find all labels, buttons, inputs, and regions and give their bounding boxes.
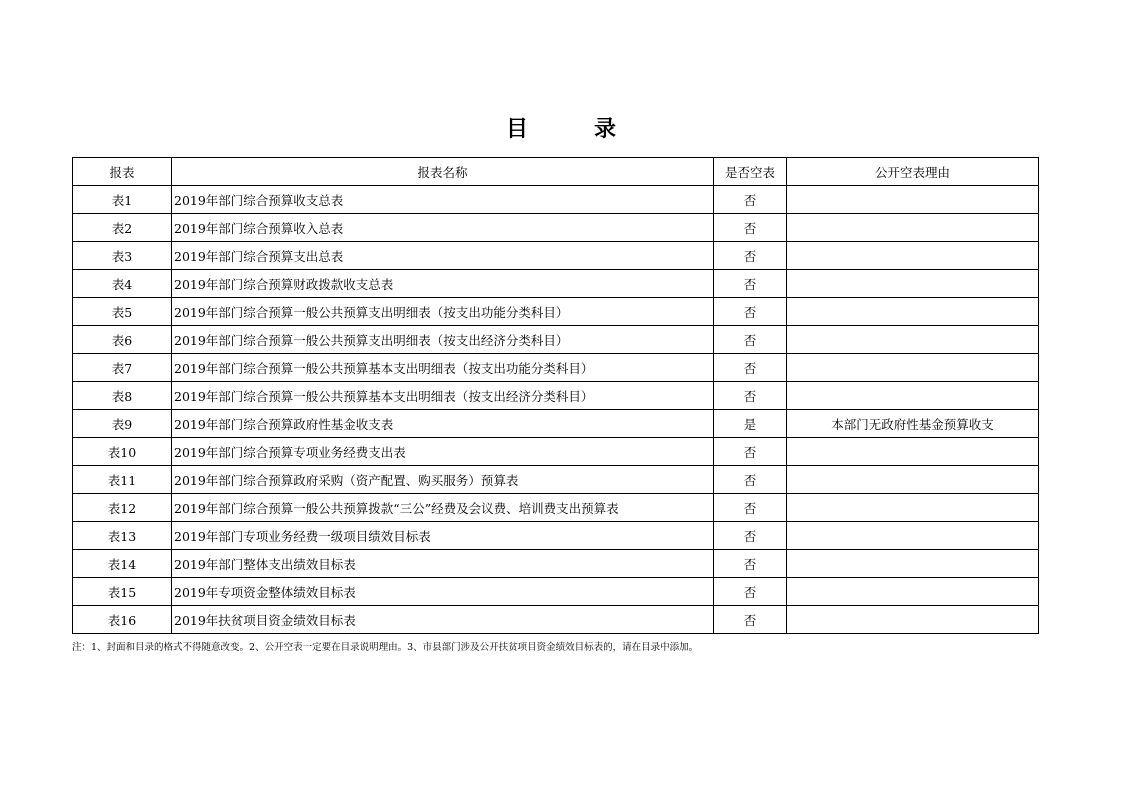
table-row <box>73 550 1039 578</box>
report-name-cell: 2019年部门综合预算财政拨款收支总表 <box>172 270 714 298</box>
empty-reason-cell <box>787 578 1039 606</box>
table-row <box>73 326 1039 354</box>
is-empty-cell: 是 <box>714 410 787 438</box>
report-name-cell: 2019年部门综合预算一般公共预算基本支出明细表（按支出功能分类科目） <box>172 354 714 382</box>
is-empty-cell: 否 <box>714 466 787 494</box>
table-row <box>73 522 1039 550</box>
is-empty-cell: 否 <box>714 438 787 466</box>
report-name-cell: 2019年部门综合预算政府性基金收支表 <box>172 410 714 438</box>
report-name-cell: 2019年部门专项业务经费一级项目绩效目标表 <box>172 522 714 550</box>
table-row <box>73 298 1039 326</box>
is-empty-cell: 否 <box>714 550 787 578</box>
report-no-cell: 表12 <box>73 494 172 522</box>
header-report-name: 报表名称 <box>172 158 714 186</box>
table-row <box>73 214 1039 242</box>
report-name-cell: 2019年部门综合预算一般公共预算支出明细表（按支出功能分类科目） <box>172 298 714 326</box>
header-empty-reason: 公开空表理由 <box>787 158 1039 186</box>
report-no-cell: 表3 <box>73 242 172 270</box>
report-no-cell: 表7 <box>73 354 172 382</box>
is-empty-cell: 否 <box>714 354 787 382</box>
report-no-cell: 表9 <box>73 410 172 438</box>
report-no-cell: 表8 <box>73 382 172 410</box>
table-body <box>73 186 1039 634</box>
table-row <box>73 242 1039 270</box>
header-is-empty: 是否空表 <box>714 158 787 186</box>
is-empty-cell: 否 <box>714 242 787 270</box>
header-report-no: 报表 <box>73 158 172 186</box>
is-empty-cell: 否 <box>714 326 787 354</box>
table-row <box>73 186 1039 214</box>
report-name-cell: 2019年部门综合预算政府采购（资产配置、购买服务）预算表 <box>172 466 714 494</box>
report-name-cell: 2019年部门综合预算支出总表 <box>172 242 714 270</box>
report-name-cell: 2019年部门综合预算一般公共预算基本支出明细表（按支出经济分类科目） <box>172 382 714 410</box>
is-empty-cell: 否 <box>714 494 787 522</box>
report-name-cell: 2019年部门综合预算一般公共预算拨款“三公”经费及会议费、培训费支出预算表 <box>172 494 714 522</box>
table-row <box>73 578 1039 606</box>
report-name-cell: 2019年部门综合预算专项业务经费支出表 <box>172 438 714 466</box>
report-name-cell: 2019年部门综合预算一般公共预算支出明细表（按支出经济分类科目） <box>172 326 714 354</box>
table-header-row <box>73 158 1039 186</box>
table-row <box>73 410 1039 438</box>
empty-reason-cell <box>787 354 1039 382</box>
is-empty-cell: 否 <box>714 270 787 298</box>
empty-reason-cell <box>787 522 1039 550</box>
table-row <box>73 382 1039 410</box>
is-empty-cell: 否 <box>714 186 787 214</box>
table-row <box>73 438 1039 466</box>
empty-reason-cell <box>787 326 1039 354</box>
is-empty-cell: 否 <box>714 606 787 634</box>
empty-reason-cell <box>787 270 1039 298</box>
report-name-cell: 2019年扶贫项目资金绩效目标表 <box>172 606 714 634</box>
table-row <box>73 354 1039 382</box>
empty-reason-cell <box>787 186 1039 214</box>
report-name-cell: 2019年部门整体支出绩效目标表 <box>172 550 714 578</box>
is-empty-cell: 否 <box>714 214 787 242</box>
empty-reason-cell <box>787 382 1039 410</box>
is-empty-cell: 否 <box>714 522 787 550</box>
empty-reason-cell <box>787 214 1039 242</box>
is-empty-cell: 否 <box>714 298 787 326</box>
table-row <box>73 606 1039 634</box>
report-no-cell: 表13 <box>73 522 172 550</box>
footnote: 注：1、封面和目录的格式不得随意改变。2、公开空表一定要在目录说明理由。3、市县部门涉及公开扶贫项目资金绩效目标表的，请在目录中添加。 <box>72 642 699 653</box>
empty-reason-cell <box>787 550 1039 578</box>
empty-reason-cell <box>787 298 1039 326</box>
report-no-cell: 表5 <box>73 298 172 326</box>
is-empty-cell: 否 <box>714 382 787 410</box>
report-no-cell: 表6 <box>73 326 172 354</box>
report-no-cell: 表1 <box>73 186 172 214</box>
report-no-cell: 表10 <box>73 438 172 466</box>
report-no-cell: 表14 <box>73 550 172 578</box>
report-no-cell: 表2 <box>73 214 172 242</box>
report-name-cell: 2019年部门综合预算收支总表 <box>172 186 714 214</box>
report-no-cell: 表16 <box>73 606 172 634</box>
table-row <box>73 466 1039 494</box>
empty-reason-cell <box>787 242 1039 270</box>
report-no-cell: 表11 <box>73 466 172 494</box>
is-empty-cell: 否 <box>714 578 787 606</box>
report-name-cell: 2019年专项资金整体绩效目标表 <box>172 578 714 606</box>
empty-reason-cell <box>787 466 1039 494</box>
table-row <box>73 494 1039 522</box>
empty-reason-cell <box>787 438 1039 466</box>
empty-reason-cell <box>787 606 1039 634</box>
table-row <box>73 270 1039 298</box>
report-no-cell: 表4 <box>73 270 172 298</box>
empty-reason-cell <box>787 494 1039 522</box>
report-no-cell: 表15 <box>73 578 172 606</box>
report-name-cell: 2019年部门综合预算收入总表 <box>172 214 714 242</box>
empty-reason-cell: 本部门无政府性基金预算收支 <box>787 410 1039 438</box>
page-title: 目 录 <box>505 116 638 142</box>
table-of-contents <box>72 157 1039 634</box>
